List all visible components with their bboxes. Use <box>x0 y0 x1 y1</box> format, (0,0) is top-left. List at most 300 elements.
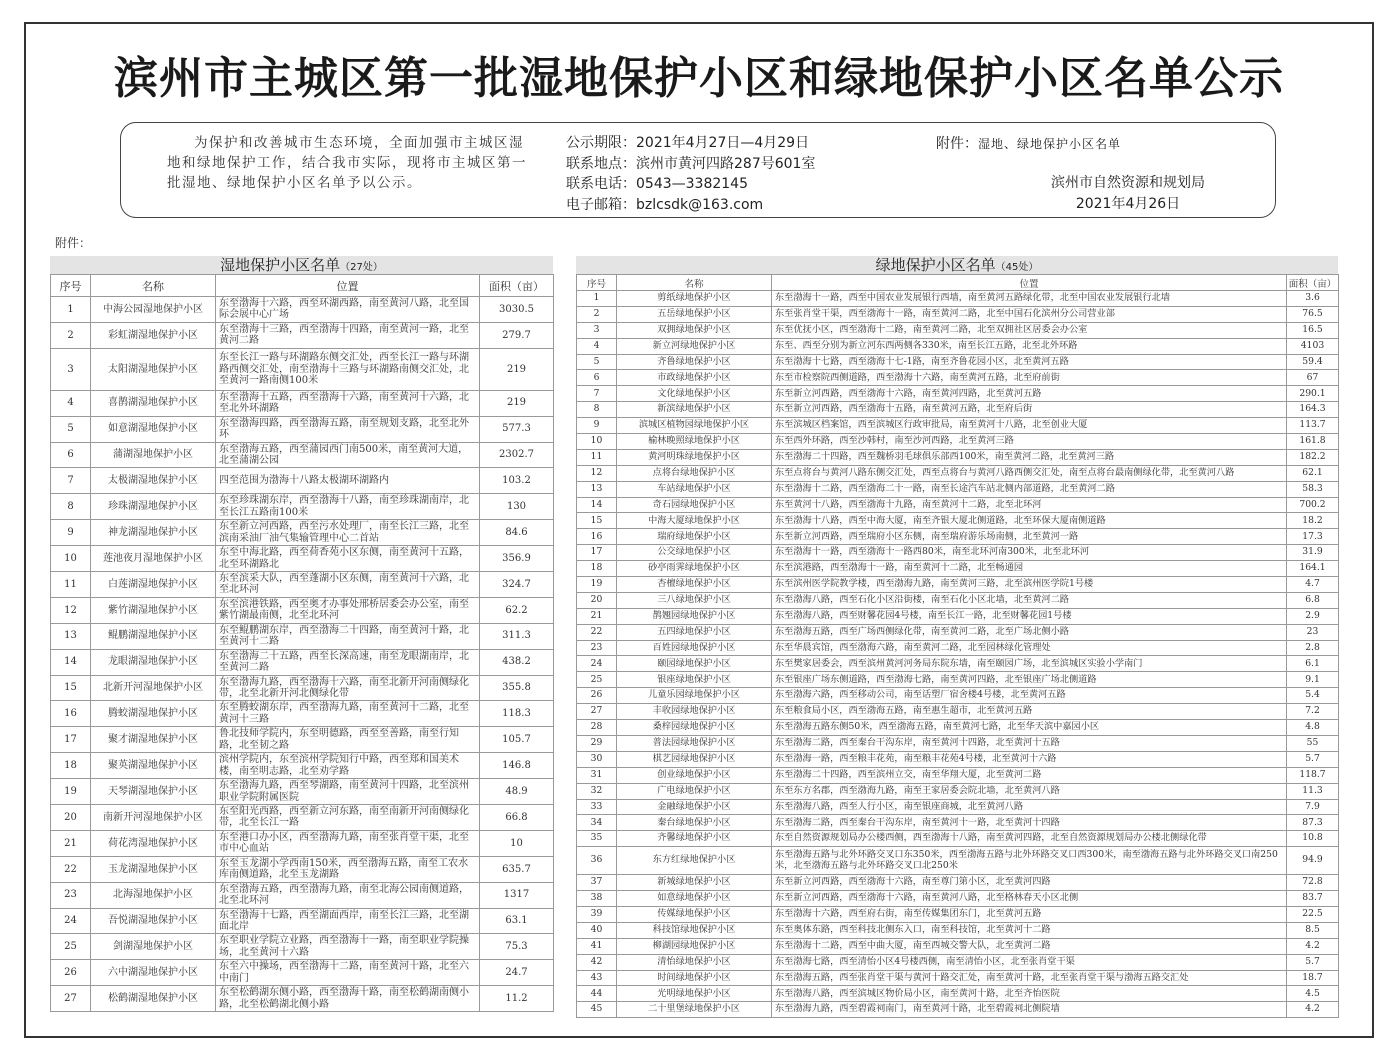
table-row <box>577 624 1339 640</box>
row-name: 银座绿地保护小区 <box>617 672 772 688</box>
table-row <box>577 529 1339 545</box>
row-name: 松鹤湖湿地保护小区 <box>91 986 216 1012</box>
row-location: 东至渤海五路东侧50米，西至渤海五路，南至黄河七路，北至华天滨中嘉园小区 <box>772 720 1287 736</box>
table-row <box>577 938 1339 954</box>
row-area: 4.2 <box>1287 938 1339 954</box>
row-location: 鲁北技师学院内，东至明德路，西至至善路，南至行知路，北至韧之路 <box>216 727 480 753</box>
table-row <box>51 649 554 675</box>
contact-phone: 联系电话：0543—3382145 <box>566 176 748 192</box>
row-name: 传媒绿地保护小区 <box>617 906 772 922</box>
table-row <box>577 592 1339 608</box>
row-area: 6.8 <box>1287 592 1339 608</box>
row-location: 东至粮食局小区，西至渤海五路，南至惠生超市，北至黄河五路 <box>772 704 1287 720</box>
row-area: 279.7 <box>480 322 554 348</box>
row-location: 东至点将台与黄河八路东侧交汇处，西至点将台与黄河八路西侧交汇处，南至点将台最南侧绿化带，北至黄河八路 <box>772 465 1287 481</box>
row-location: 东至渤海十一路，西至中国农业发展银行西墙，南至黄河五路绿化带，北至中国农业发展银行北墙 <box>772 291 1287 307</box>
greenland-table <box>576 274 1339 1018</box>
row-location: 东至滨港路，西至渤海十一路，南至黄河十二路，北至畅通园 <box>772 561 1287 577</box>
greenland-table-section <box>576 256 1338 1018</box>
issuer-name: 滨州市自然资源和规划局 <box>1051 175 1205 191</box>
row-location: 东至长江一路与环湖路东侧交汇处，西至长江一路与环湖路西侧交汇处，南至渤海十三路与环湖路南侧交汇处，北至黄河一路南侧100米 <box>216 348 480 390</box>
row-area: 290.1 <box>1287 386 1339 402</box>
table-row <box>577 1002 1339 1018</box>
table-row <box>577 986 1339 1002</box>
row-name: 荷花湾湿地保护小区 <box>91 830 216 856</box>
greenland-header-row <box>577 275 1339 291</box>
row-area: 16.5 <box>1287 322 1339 338</box>
row-number: 31 <box>577 767 617 783</box>
row-location: 东至渤海二路，西至秦台干沟东岸，南至黄河十一路，北至黄河十四路 <box>772 815 1287 831</box>
row-name: 齐馨绿地保护小区 <box>617 831 772 847</box>
row-area: 83.7 <box>1287 891 1339 907</box>
row-name: 车站绿地保护小区 <box>617 481 772 497</box>
row-name: 儿童乐园绿地保护小区 <box>617 688 772 704</box>
row-area: 5.7 <box>1287 954 1339 970</box>
row-number: 12 <box>577 465 617 481</box>
row-area: 2.8 <box>1287 640 1339 656</box>
row-number: 16 <box>51 701 91 727</box>
row-name: 蒲湖湿地保护小区 <box>91 442 216 468</box>
row-number: 2 <box>51 322 91 348</box>
row-area: 63.1 <box>480 908 554 934</box>
row-area: 118.3 <box>480 701 554 727</box>
row-location: 东至渤海五路，西至张肖堂干渠与黄河十路交汇处，南至黄河十路，北至张肖堂干渠与渤海五路交汇处 <box>772 970 1287 986</box>
wetland-table-title <box>50 256 553 274</box>
row-area: 76.5 <box>1287 306 1339 322</box>
row-location: 东至渤海十六路，西至府右街，南至传媒集团东门，北至黄河五路 <box>772 906 1287 922</box>
table-row <box>51 520 554 546</box>
row-name: 莲池夜月湿地保护小区 <box>91 546 216 572</box>
table-row <box>577 449 1339 465</box>
row-name: 光明绿地保护小区 <box>617 986 772 1002</box>
row-area: 105.7 <box>480 727 554 753</box>
row-area: 438.2 <box>480 649 554 675</box>
row-number: 24 <box>577 656 617 672</box>
row-number: 26 <box>577 688 617 704</box>
row-name: 太极湖湿地保护小区 <box>91 468 216 494</box>
row-number: 19 <box>51 779 91 805</box>
table-row <box>51 468 554 494</box>
table-row <box>51 908 554 934</box>
row-number: 5 <box>51 416 91 442</box>
row-area: 324.7 <box>480 572 554 598</box>
table-row <box>51 986 554 1012</box>
row-number: 4 <box>577 338 617 354</box>
table-row <box>577 970 1339 986</box>
row-area: 11.3 <box>1287 783 1339 799</box>
row-number: 27 <box>577 704 617 720</box>
table-row <box>577 418 1339 434</box>
row-name: 秦台绿地保护小区 <box>617 815 772 831</box>
row-location: 东至新立河西路，西至渤海十五路，南至黄河五路，北至府后街 <box>772 402 1287 418</box>
table-row <box>577 847 1339 875</box>
row-location: 东至渤海八路，西至财馨花园4号楼，南至长江一路，北至财馨花园1号楼 <box>772 608 1287 624</box>
table-row <box>51 297 554 323</box>
row-name: 中海大厦绿地保护小区 <box>617 513 772 529</box>
row-area: 5.7 <box>1287 751 1339 767</box>
row-number: 26 <box>51 960 91 986</box>
row-location: 东至渤海五路，西至广场西侧绿化带，南至黄河二路，北至广场北侧小路 <box>772 624 1287 640</box>
attachment-note-text: 湿地、绿地保护小区名单 <box>978 137 1122 151</box>
row-location: 东至、西至分别为新立河东西两侧各330米，南至长江五路，北至北外环路 <box>772 338 1287 354</box>
row-name: 南新开河湿地保护小区 <box>91 805 216 831</box>
row-name: 北海湿地保护小区 <box>91 882 216 908</box>
row-number: 15 <box>51 675 91 701</box>
row-number: 19 <box>577 577 617 593</box>
table-row <box>577 767 1339 783</box>
row-number: 7 <box>577 386 617 402</box>
row-location: 东至珍珠湖东岸，西至渤海十八路，南至珍珠湖南岸，北至长江五路南100米 <box>216 494 480 520</box>
row-area: 635.7 <box>480 856 554 882</box>
row-name: 科技馆绿地保护小区 <box>617 922 772 938</box>
row-number: 45 <box>577 1002 617 1018</box>
table-row <box>577 370 1339 386</box>
table-row <box>51 322 554 348</box>
row-name: 龙眼湖湿地保护小区 <box>91 649 216 675</box>
row-area: 5.4 <box>1287 688 1339 704</box>
row-area: 4.7 <box>1287 577 1339 593</box>
row-location: 东至渤海十一路，西至渤海十一路西80米，南至北环河南300米，北至北环河 <box>772 545 1287 561</box>
row-area: 311.3 <box>480 623 554 649</box>
table-row <box>577 306 1339 322</box>
row-area: 11.2 <box>480 986 554 1012</box>
row-number: 6 <box>577 370 617 386</box>
col-header-area: 面积（亩） <box>480 275 554 297</box>
table-row <box>577 656 1339 672</box>
row-number: 20 <box>51 805 91 831</box>
table-row <box>577 434 1339 450</box>
row-location: 东至东方名郡，西至渤海九路，南至王家居委会院北墙，北至黄河八路 <box>772 783 1287 799</box>
row-area: 7.9 <box>1287 799 1339 815</box>
row-area: 7.2 <box>1287 704 1339 720</box>
row-name: 五四绿地保护小区 <box>617 624 772 640</box>
row-area: 23 <box>1287 624 1339 640</box>
row-location: 东至渤海十六路，西至环湖西路，南至黄河八路，北至国际会展中心广场 <box>216 297 480 323</box>
row-area: 4.2 <box>1287 1002 1339 1018</box>
row-area: 3030.5 <box>480 297 554 323</box>
row-area: 94.9 <box>1287 847 1339 875</box>
row-location: 东至新立河西路，西至渤海十六路，南至黄河八路，北至格林春天小区北侧 <box>772 891 1287 907</box>
row-number: 10 <box>577 434 617 450</box>
row-name: 白莲湖湿地保护小区 <box>91 572 216 598</box>
row-area: 164.1 <box>1287 561 1339 577</box>
row-name: 金融绿地保护小区 <box>617 799 772 815</box>
row-number: 30 <box>577 751 617 767</box>
row-name: 新城绿地保护小区 <box>617 875 772 891</box>
row-name: 黄河明珠绿地保护小区 <box>617 449 772 465</box>
greenland-table-title <box>576 256 1338 274</box>
table-row <box>577 481 1339 497</box>
row-name: 时间绿地保护小区 <box>617 970 772 986</box>
table-row <box>51 727 554 753</box>
row-number: 8 <box>51 494 91 520</box>
row-name: 奇石园绿地保护小区 <box>617 497 772 513</box>
row-area: 18.7 <box>1287 970 1339 986</box>
row-number: 20 <box>577 592 617 608</box>
row-number: 40 <box>577 922 617 938</box>
row-name: 聚才湖湿地保护小区 <box>91 727 216 753</box>
table-row <box>577 545 1339 561</box>
table-row <box>577 954 1339 970</box>
row-name: 剑湖湿地保护小区 <box>91 934 216 960</box>
row-name: 二十里堡绿地保护小区 <box>617 1002 772 1018</box>
row-location: 东至渤海九路，西至琴湖路，南至黄河十四路，北至滨州职业学院附属医院 <box>216 779 480 805</box>
row-location: 东至西外环路，西至沙韩村，南至沙河西路，北至黄河三路 <box>772 434 1287 450</box>
table-row <box>577 338 1339 354</box>
row-area: 356.9 <box>480 546 554 572</box>
row-number: 29 <box>577 735 617 751</box>
row-name: 东方红绿地保护小区 <box>617 847 772 875</box>
table-row <box>51 572 554 598</box>
row-area: 219 <box>480 390 554 416</box>
row-number: 9 <box>577 418 617 434</box>
table-row <box>51 623 554 649</box>
table-row <box>577 497 1339 513</box>
table-row <box>51 442 554 468</box>
row-area: 58.3 <box>1287 481 1339 497</box>
row-location: 东至渤海十三路，西至渤海十四路，南至黄河一路，北至黄河二路 <box>216 322 480 348</box>
table-row <box>577 906 1339 922</box>
row-name: 清怡绿地保护小区 <box>617 954 772 970</box>
row-location: 东至滨采大队，西至蓬湖小区东侧，南至黄河十六路，北至北环河 <box>216 572 480 598</box>
row-number: 14 <box>51 649 91 675</box>
row-area: 62.2 <box>480 597 554 623</box>
table-row <box>51 494 554 520</box>
row-area: 55 <box>1287 735 1339 751</box>
row-number: 3 <box>577 322 617 338</box>
row-location: 四至范围为渤海十八路太极湖环湖路内 <box>216 468 480 494</box>
row-location: 东至新立河西路，西至渤海十六路，南至尊门第小区，北至黄河四路 <box>772 875 1287 891</box>
row-area: 1317 <box>480 882 554 908</box>
row-number: 33 <box>577 799 617 815</box>
row-name: 丰收园绿地保护小区 <box>617 704 772 720</box>
row-name: 北新开河湿地保护小区 <box>91 675 216 701</box>
row-area: 6.1 <box>1287 656 1339 672</box>
notice-box <box>120 122 1276 218</box>
row-area: 66.8 <box>480 805 554 831</box>
row-location: 滨州学院内，东至滨州学院知行中路，西至郑和国美术楼，南至明志路，北至劝学路 <box>216 753 480 779</box>
row-name: 颐园绿地保护小区 <box>617 656 772 672</box>
row-number: 17 <box>577 545 617 561</box>
row-area: 700.2 <box>1287 497 1339 513</box>
row-name: 桑梓园绿地保护小区 <box>617 720 772 736</box>
col-header-name: 名称 <box>617 275 772 291</box>
table-row <box>577 688 1339 704</box>
row-number: 28 <box>577 720 617 736</box>
row-area: 4.5 <box>1287 986 1339 1002</box>
row-location: 东至渤海二十五路，西至长深高速，南至龙眼湖南岸，北至黄河二路 <box>216 649 480 675</box>
row-number: 24 <box>51 908 91 934</box>
table-row <box>577 799 1339 815</box>
row-area: 2.9 <box>1287 608 1339 624</box>
row-name: 创业绿地保护小区 <box>617 767 772 783</box>
row-number: 17 <box>51 727 91 753</box>
row-number: 37 <box>577 875 617 891</box>
row-name: 双拥绿地保护小区 <box>617 322 772 338</box>
row-number: 1 <box>577 291 617 307</box>
row-location: 东至阳光西路，西至新立河东路，南至南新开河南侧绿化带，北至长江一路 <box>216 805 480 831</box>
row-location: 东至渤海十八路，西至中海大厦，南至齐银大厦北侧道路，北至环保大厦南侧道路 <box>772 513 1287 529</box>
row-number: 11 <box>577 449 617 465</box>
row-area: 2302.7 <box>480 442 554 468</box>
row-name: 紫竹湖湿地保护小区 <box>91 597 216 623</box>
row-name: 如意湖湿地保护小区 <box>91 416 216 442</box>
row-name: 广电绿地保护小区 <box>617 783 772 799</box>
contact-email: 电子邮箱：bzlcsdk@163.com <box>566 196 764 213</box>
table-row <box>577 354 1339 370</box>
row-area: 18.2 <box>1287 513 1339 529</box>
row-area: 9.1 <box>1287 672 1339 688</box>
row-area: 10.8 <box>1287 831 1339 847</box>
row-location: 东至渤海二十四路，西至魏桥羽毛球俱乐部西100米，南至黄河二路，北至黄河三路 <box>772 449 1287 465</box>
row-name: 杏檀绿地保护小区 <box>617 577 772 593</box>
row-location: 东至渤海八路，西至滨城区物价局小区，南至黄河十路，北至齐怡医院 <box>772 986 1287 1002</box>
table-row <box>51 882 554 908</box>
row-area: 59.4 <box>1287 354 1339 370</box>
table-row <box>577 386 1339 402</box>
row-number: 8 <box>577 402 617 418</box>
row-area: 355.8 <box>480 675 554 701</box>
row-name: 如意绿地保护小区 <box>617 891 772 907</box>
greenland-count: （45处） <box>995 262 1039 273</box>
row-location: 东至渤海八路，西至人行小区，南至银座商城，北至黄河八路 <box>772 799 1287 815</box>
row-location: 东至渤海十七路，西至湖面西岸，南至长江三路，北至湖面北岸 <box>216 908 480 934</box>
notice-intro: 为保护和改善城市生态环境，全面加强市主城区湿地和绿地保护工作，结合我市实际，现将市主城区第一批湿地、绿地保护小区名单予以公示。 <box>167 135 527 191</box>
row-location: 东至渤海二路，西至秦台干沟东岸，南至黄河十四路，北至黄河十五路 <box>772 735 1287 751</box>
row-location: 东至松鹤湖东侧小路，西至渤海十路，南至松鹤湖南侧小路，北至松鹤湖北侧小路 <box>216 986 480 1012</box>
table-row <box>51 675 554 701</box>
row-number: 22 <box>51 856 91 882</box>
table-row <box>577 704 1339 720</box>
row-area: 103.2 <box>480 468 554 494</box>
row-number: 1 <box>51 297 91 323</box>
row-location: 东至渤海九路，西至渤海十六路，南至北新开河南侧绿化带，北至北新开河北侧绿化带 <box>216 675 480 701</box>
row-number: 34 <box>577 815 617 831</box>
row-number: 43 <box>577 970 617 986</box>
table-row <box>51 701 554 727</box>
row-name: 中海公园湿地保护小区 <box>91 297 216 323</box>
row-location: 东至渤海二十四路，西至滨州立交，南至华翔大厦，北至黄河二路 <box>772 767 1287 783</box>
row-number: 44 <box>577 986 617 1002</box>
row-location: 东至中海北路，西至荷香苑小区东侧，南至黄河十五路，北至环湖路北 <box>216 546 480 572</box>
table-row <box>51 960 554 986</box>
table-row <box>51 546 554 572</box>
row-location: 东至银座广场东侧道路，西至渤海七路，南至黄河四路，北至银座广场北侧道路 <box>772 672 1287 688</box>
table-row <box>51 390 554 416</box>
page-title: 滨州市主城区第一批湿地保护小区和绿地保护小区名单公示 <box>114 53 1284 104</box>
row-number: 3 <box>51 348 91 390</box>
table-row <box>577 875 1339 891</box>
row-name: 市政绿地保护小区 <box>617 370 772 386</box>
row-number: 15 <box>577 513 617 529</box>
col-header-location: 位置 <box>216 275 480 297</box>
row-area: 118.7 <box>1287 767 1339 783</box>
row-name: 彩虹湖湿地保护小区 <box>91 322 216 348</box>
greenland-table-body <box>577 291 1339 1018</box>
row-name: 点将台绿地保护小区 <box>617 465 772 481</box>
table-row <box>577 672 1339 688</box>
table-row <box>577 831 1339 847</box>
issuer-block <box>1051 173 1205 214</box>
attachment-note <box>936 133 1121 153</box>
table-row <box>577 322 1339 338</box>
row-number: 13 <box>577 481 617 497</box>
row-area: 8.5 <box>1287 922 1339 938</box>
row-location: 东至樊家居委会，西至滨州黄河河务局东院东墙，南至颐园广场，北至滨城区实验小学南门 <box>772 656 1287 672</box>
row-area: 62.1 <box>1287 465 1339 481</box>
table-row <box>577 608 1339 624</box>
row-name: 珍珠湖湿地保护小区 <box>91 494 216 520</box>
wetland-count: （27处） <box>340 262 383 273</box>
row-number: 14 <box>577 497 617 513</box>
col-header-name: 名称 <box>91 275 216 297</box>
row-number: 12 <box>51 597 91 623</box>
col-header-location: 位置 <box>772 275 1287 291</box>
row-location: 东至奥体东路，西至科技北侧东入口，南至科技馆，北至黄河十二路 <box>772 922 1287 938</box>
row-number: 22 <box>577 624 617 640</box>
row-area: 75.3 <box>480 934 554 960</box>
col-header-no: 序号 <box>577 275 617 291</box>
row-name: 五岳绿地保护小区 <box>617 306 772 322</box>
row-number: 23 <box>51 882 91 908</box>
table-row <box>577 783 1339 799</box>
row-location: 东至滨城区档案馆，西至滨城区行政审批局，南至黄河十八路，北至创业大厦 <box>772 418 1287 434</box>
row-name: 喜鹊湖湿地保护小区 <box>91 390 216 416</box>
row-number: 10 <box>51 546 91 572</box>
row-location: 东至渤海七路，西至清怡小区4号楼西侧，南至清怡小区，北至张肖堂干渠 <box>772 954 1287 970</box>
wetland-table-body <box>51 297 554 1012</box>
row-name: 腾蛟湖湿地保护小区 <box>91 701 216 727</box>
row-location: 东至渤海五路，西至蒲园西门南500米，南至黄河大道，北至蒲湖公园 <box>216 442 480 468</box>
row-area: 146.8 <box>480 753 554 779</box>
contact-info <box>566 133 815 215</box>
row-number: 11 <box>51 572 91 598</box>
wetland-table <box>50 274 554 1012</box>
row-number: 25 <box>51 934 91 960</box>
row-number: 23 <box>577 640 617 656</box>
row-name: 天琴湖湿地保护小区 <box>91 779 216 805</box>
wetland-header-row <box>51 275 554 297</box>
row-area: 130 <box>480 494 554 520</box>
row-location: 东至渤海六路，西至移动公司，南至话塑厂宿舍楼4号楼，北至黄河五路 <box>772 688 1287 704</box>
row-number: 36 <box>577 847 617 875</box>
row-location: 东至玉龙湖小学西南150米，西至渤海五路，南至工农水库南侧道路，北至玉龙湖路 <box>216 856 480 882</box>
row-number: 41 <box>577 938 617 954</box>
row-location: 东至渤海十二路，西至渤海二十一路，南至长途汽车站北侧内部道路，北至黄河二路 <box>772 481 1287 497</box>
table-row <box>577 513 1339 529</box>
row-area: 48.9 <box>480 779 554 805</box>
row-number: 21 <box>51 830 91 856</box>
row-area: 4.8 <box>1287 720 1339 736</box>
row-name: 榆林晚照绿地保护小区 <box>617 434 772 450</box>
table-row <box>577 291 1339 307</box>
row-name: 滨城区植物园绿地保护小区 <box>617 418 772 434</box>
table-row <box>51 753 554 779</box>
row-location: 东至华晨宾馆，西至渤海六路，南至黄河二路，北至园林绿化管理处 <box>772 640 1287 656</box>
row-name: 瑞府绿地保护小区 <box>617 529 772 545</box>
row-area: 4103 <box>1287 338 1339 354</box>
row-number: 18 <box>51 753 91 779</box>
row-number: 27 <box>51 986 91 1012</box>
contact-address: 联系地点：滨州市黄河四路287号601室 <box>566 155 816 172</box>
row-number: 6 <box>51 442 91 468</box>
row-area: 161.8 <box>1287 434 1339 450</box>
row-name: 神龙湖湿地保护小区 <box>91 520 216 546</box>
row-location: 东至职业学院立业路，西至渤海十一路，南至职业学院操场，北至黄河十六路 <box>216 934 480 960</box>
row-number: 39 <box>577 906 617 922</box>
row-name: 聚英湖湿地保护小区 <box>91 753 216 779</box>
row-location: 东至黄河十八路，西至渤海十九路，南至黄河十二路，北至北环河 <box>772 497 1287 513</box>
